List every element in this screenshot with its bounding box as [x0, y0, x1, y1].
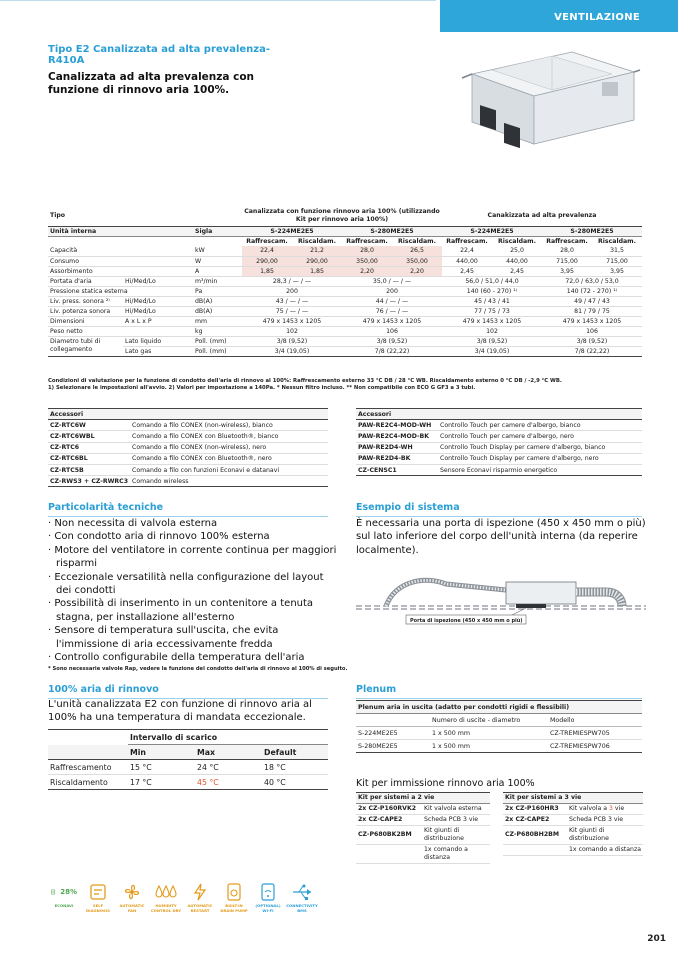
spec-value: 45 / 43 / 41	[442, 296, 542, 306]
mode-heating: Riscaldam.	[398, 237, 436, 245]
accessory-code: PAW-RE2C4-MOD-BK	[356, 431, 438, 442]
accessory-row	[48, 431, 328, 442]
accessory-desc: Controllo Touch Display per camere d'albergo, nero	[438, 453, 642, 464]
spec-value: 715,00	[592, 256, 642, 266]
spec-value: 22,4	[242, 246, 292, 256]
kit-2way-table	[356, 792, 490, 864]
range-max: 45 °C	[195, 775, 262, 790]
spec-value: 77 / 75 / 73	[442, 306, 542, 316]
kit-code: 2x CZ-P160RVK2	[356, 804, 422, 815]
kit-desc: Scheda PCB 3 vie	[567, 815, 643, 826]
spec-value: 440,00	[492, 256, 542, 266]
accessory-desc: Comando wireless	[130, 476, 328, 487]
plenum-model: CZ-TREMIESPW705	[548, 727, 642, 740]
kit-2way-title: Kit per sistemi a 2 vie	[356, 793, 490, 804]
plenum-col-model: Modello	[548, 714, 642, 727]
accessories-right-table	[356, 408, 642, 476]
spec-notes	[48, 378, 642, 392]
feature-item: · Controllo configurabile della temperatura dell'aria	[48, 651, 338, 664]
banner-rule	[0, 0, 436, 1]
icon-label: AUTOMATIC RESTART	[187, 903, 213, 913]
spec-value: 2,45	[492, 266, 542, 276]
spec-value: 102	[242, 326, 342, 336]
spec-tipo-label: Tipo	[48, 206, 242, 226]
econavi-percent: 28%	[60, 888, 77, 896]
feature-item: · Eccezionale versatilità nella configurazione del layout dei condotti	[48, 571, 338, 598]
feature-item: · Con condotto aria di rinnovo 100% esterna	[48, 530, 338, 543]
kit-title: Kit per immissione rinnovo aria 100%	[356, 778, 535, 789]
spec-value: 479 x 1453 x 1205	[442, 316, 542, 326]
mode-heating: Riscaldam.	[598, 237, 636, 245]
optional-wifi-icon-symbol	[255, 880, 281, 904]
pipes-liquid-value: 3/8 (9,52)	[242, 336, 342, 346]
spec-note: 1) Selezionare le impostazioni all'avvio. 2) Valori per impostazione a 140Pa. * Nessun filtro incluso. ** Non compatibile con ECO G GF3 a 3 tubi.	[48, 385, 476, 391]
feature-item: · Non necessita di valvola esterna	[48, 517, 338, 530]
spec-row-label: Liv. press. sonora ²⁾	[48, 296, 123, 306]
spec-row-unit: dB(A)	[193, 306, 242, 316]
range-max: 24 °C	[195, 760, 262, 775]
spec-value: 3,95	[542, 266, 592, 276]
pipes-gas-value: 3/4 (19,05)	[442, 346, 542, 356]
icon-label: HUMIDITY CONTROL DRY	[150, 903, 182, 913]
pipes-liquid-value: 3/8 (9,52)	[342, 336, 442, 346]
feature-item: · Motore del ventilatore in corrente continua per maggiori risparmi	[48, 544, 338, 571]
range-row-label: Riscaldamento	[48, 775, 128, 790]
plenum-unit: S-280ME2E5	[356, 740, 430, 753]
spec-group1: Canalizzata con funzione rinnovo aria 100% (utilizzando Kit per rinnovo aria 100%)	[242, 206, 442, 226]
spec-value: 102	[442, 326, 542, 336]
spec-table	[48, 206, 642, 357]
kit-code: 2x CZ-CAPE2	[503, 815, 567, 826]
plenum-title: Plenum	[356, 684, 642, 699]
accessory-row	[356, 420, 642, 431]
mode-heating: Riscaldam.	[298, 237, 336, 245]
spec-value: 106	[542, 326, 642, 336]
spec-value: 2,45	[442, 266, 492, 276]
icon-label: SELF DIAGNOSIS	[86, 903, 110, 913]
spec-row-sub: Hi/Med/Lo	[123, 276, 193, 286]
drain-pump-icon	[218, 880, 250, 916]
spec-value: 440,00	[442, 256, 492, 266]
accessory-code: PAW-RE2C4-MOD-WH	[356, 420, 438, 431]
spec-row-unit: W	[193, 256, 242, 266]
spec-value: 106	[342, 326, 442, 336]
accessory-code: CZ-RTC6W	[48, 420, 130, 431]
kit-3way-title: Kit per sistemi a 3 vie	[503, 793, 643, 804]
kit-code: 2x CZ-CAPE2	[356, 815, 422, 826]
accessory-row	[356, 442, 642, 453]
section-tab: VENTILAZIONE	[440, 0, 678, 32]
accessory-code: CZ-RTC5B	[48, 464, 130, 475]
spec-note: Condizioni di valutazione per la funzione di condotto dell'aria di rinnovo al 100%: Raffrescamento esterno 33 °C DB / 28 °C WB. Riscaldamento esterno 0 °C DB / -2,9 °C WB.	[48, 378, 562, 384]
spec-row-unit: mm	[193, 316, 242, 326]
mode-cooling: Raffrescam.	[346, 237, 388, 245]
feature-item: · Possibilità di inserimento in un contenitore a tenuta stagna, per installazione all'esterno	[48, 597, 338, 624]
spec-row-label: Assorbimento	[48, 266, 123, 276]
humidity-icon-symbol	[153, 880, 179, 904]
spec-value: 350,00	[392, 256, 442, 266]
spec-row	[48, 246, 642, 256]
page-number: 201	[647, 934, 666, 944]
spec-value: 56,0 / 51,0 / 44,0	[442, 276, 542, 286]
range-default: 18 °C	[262, 760, 328, 775]
kit-code	[356, 845, 422, 864]
spec-row-sub: A x L x P	[123, 316, 193, 326]
col-min: Min	[128, 745, 195, 760]
accessory-row	[356, 453, 642, 464]
icon-label: AUTOMATIC FAN	[119, 903, 145, 913]
spec-model: S-280ME2E5	[342, 226, 442, 236]
spec-value: 715,00	[542, 256, 592, 266]
kit-desc: 1x comando a distanza	[422, 845, 490, 864]
pipes-liquid-sub: Lato liquido	[123, 336, 193, 346]
spec-value: 140 (72 - 270) ¹⁾	[542, 286, 642, 296]
accessory-desc: Comando a filo CONEX con Bluetooth®, bianco	[130, 431, 328, 442]
kit-desc: Scheda PCB 3 vie	[422, 815, 490, 826]
spec-row	[48, 296, 642, 306]
features-title: Particolarità tecniche	[48, 502, 328, 517]
plenum-outlets: 1 x 500 mm	[430, 740, 548, 753]
spec-row-sub: Hi/Med/Lo	[123, 306, 193, 316]
accessory-row	[48, 464, 328, 475]
pipes-gas-unit: Poll. (mm)	[193, 346, 242, 356]
col-default: Default	[262, 745, 328, 760]
accessories-title: Accessori	[48, 409, 328, 420]
pipes-liquid-value: 3/8 (9,52)	[442, 336, 542, 346]
spec-value: 22,4	[442, 246, 492, 256]
spec-value: 25,0	[492, 246, 542, 256]
accessory-desc: Comando a filo con funzioni Econavi e datanavi	[130, 464, 328, 475]
spec-row-sub	[123, 256, 193, 266]
accessory-code: PAW-RE2D4-BK	[356, 453, 438, 464]
plenum-col-outlets: Numero di uscite - diametro	[430, 714, 548, 727]
spec-value: 75 / — / —	[242, 306, 342, 316]
top-banner	[0, 0, 678, 32]
restart-icon	[184, 880, 216, 916]
spec-value: 76 / — / —	[342, 306, 442, 316]
pipes-gas-value: 3/4 (19,05)	[242, 346, 342, 356]
spec-value: 3,95	[592, 266, 642, 276]
spec-row	[48, 286, 642, 296]
icon-label: ECONAVI	[54, 903, 74, 908]
spec-row-label: Capacità	[48, 246, 123, 256]
spec-row-label: Consumo	[48, 256, 123, 266]
self-diagnosis-icon-symbol	[85, 880, 111, 904]
spec-unit-label: Unità interna	[48, 226, 193, 236]
spec-group2: Canakizzata ad alta prevalenza	[442, 206, 642, 226]
accessory-code: CZ-RTC6BL	[48, 453, 130, 464]
spec-value: 200	[342, 286, 442, 296]
accessory-row	[48, 442, 328, 453]
bms-icon-symbol	[289, 880, 315, 904]
spec-value: 28,3 / — / —	[242, 276, 342, 286]
product-header	[48, 44, 308, 97]
pipes-gas-value: 7/8 (22,22)	[542, 346, 642, 356]
feature-item: · Sensore di temperatura sull'uscita, che evita l'immissione di aria eccessivamente fredda	[48, 624, 338, 651]
accessory-code: CZ-RTC6WBL	[48, 431, 130, 442]
spec-value: 21,2	[292, 246, 342, 256]
humidity-icon	[150, 880, 182, 916]
spec-value: 479 x 1453 x 1205	[242, 316, 342, 326]
kit-desc: Kit valvola esterna	[422, 804, 490, 815]
kit-desc: Kit giunti di distribuzione	[567, 826, 643, 845]
spec-value: 479 x 1453 x 1205	[542, 316, 642, 326]
kit-code: CZ-P680BH2BM	[503, 826, 567, 845]
spec-row-unit: dB(A)	[193, 296, 242, 306]
product-subtitle: Canalizzata ad alta prevalenza con funzione di rinnovo aria 100%.	[48, 71, 255, 96]
accessories-title: Accessori	[356, 409, 642, 420]
spec-sigla-label: Sigla	[193, 226, 242, 236]
econavi-icon	[48, 880, 80, 916]
spec-row-unit: kW	[193, 246, 242, 256]
fan-icon	[116, 880, 148, 916]
plenum-unit: S-224ME2E5	[356, 727, 430, 740]
esempio-title: Esempio di sistema	[356, 502, 642, 517]
spec-value: 290,00	[292, 256, 342, 266]
spec-row	[48, 256, 642, 266]
range-row-label: Raffrescamento	[48, 760, 128, 775]
accessory-row	[356, 464, 642, 475]
spec-row-label: Dimensioni	[48, 316, 123, 326]
kit-desc: 1x comando a distanza	[567, 845, 643, 856]
pipes-liquid-unit: Poll. (mm)	[193, 336, 242, 346]
accessory-row	[48, 476, 328, 487]
plenum-model: CZ-TREMIESPW706	[548, 740, 642, 753]
mode-cooling: Raffrescam.	[546, 237, 588, 245]
restart-icon-symbol	[187, 880, 213, 904]
diagram-label: Porta di ispezione (450 x 450 mm o più)	[410, 618, 523, 624]
fan-icon-symbol	[119, 880, 145, 904]
accessory-code: CZ-CENSC1	[356, 464, 438, 475]
icon-label: BUILT-IN DRAIN PUMP	[220, 903, 248, 913]
product-type: Tipo E2 Canalizzata ad alta prevalenza- R410A	[48, 44, 270, 66]
kit-desc: Kit giunti di distribuzione	[422, 826, 490, 845]
spec-row-label: Liv. potenza sonora	[48, 306, 123, 316]
spec-row-sub: Hi/Med/Lo	[123, 296, 193, 306]
spec-value: 28,0	[342, 246, 392, 256]
spec-value: 49 / 47 / 43	[542, 296, 642, 306]
spec-value: 1,85	[292, 266, 342, 276]
spec-value: 26,5	[392, 246, 442, 256]
kit-code: 2x CZ-P160HR3	[503, 804, 567, 815]
accessories-left-table	[48, 408, 328, 487]
range-default: 40 °C	[262, 775, 328, 790]
accessory-code: PAW-RE2D4-WH	[356, 442, 438, 453]
spec-row	[48, 326, 642, 336]
spec-row-label: Portata d'aria	[48, 276, 123, 286]
spec-value: 350,00	[342, 256, 392, 266]
plenum-table	[356, 700, 642, 753]
self-diagnosis-icon	[82, 880, 114, 916]
accessory-desc: Sensore Econavi risparmio energetico	[438, 464, 642, 475]
mode-cooling: Raffrescam.	[246, 237, 288, 245]
kit-3way-table	[503, 792, 643, 856]
accessory-code: CZ-RWS3 + CZ-RWRC3	[48, 476, 130, 487]
plenum-table-title: Plenum aria in uscita (adatto per condotti rigidi e flessibili)	[356, 701, 642, 714]
spec-model: S-280ME2E5	[542, 226, 642, 236]
spec-row	[48, 276, 642, 286]
spec-value: 44 / — / —	[342, 296, 442, 306]
icon-label: (OPTIONAL) WI-FI	[255, 903, 281, 913]
accessory-row	[356, 431, 642, 442]
range-min: 15 °C	[128, 760, 195, 775]
spec-value: 2,20	[342, 266, 392, 276]
spec-row-sub	[123, 266, 193, 276]
spec-row-label: Pressione statica esterna	[48, 286, 193, 296]
spec-row-unit: A	[193, 266, 242, 276]
spec-value: 28,0	[542, 246, 592, 256]
spec-row-unit: m³/min	[193, 276, 242, 286]
range-title: Intervallo di scarico	[128, 730, 328, 745]
pipes-gas-value: 7/8 (22,22)	[342, 346, 442, 356]
spec-value: 72,0 / 63,0 / 53,0	[542, 276, 642, 286]
bms-icon	[286, 880, 318, 916]
spec-value: 43 / — / —	[242, 296, 342, 306]
spec-value: 31,5	[592, 246, 642, 256]
pipes-label: Diametro tubi di collegamento	[48, 336, 123, 356]
features-list	[48, 517, 338, 664]
spec-value: 290,00	[242, 256, 292, 266]
spec-model: S-224ME2E5	[242, 226, 342, 236]
accessory-desc: Controllo Touch Display per camere d'albergo, bianco	[438, 442, 642, 453]
kit-code	[503, 845, 567, 856]
accessory-code: CZ-RTC6	[48, 442, 130, 453]
spec-value: 1,85	[242, 266, 292, 276]
accessory-desc: Controllo Touch per camere d'albergo, bianco	[438, 420, 642, 431]
spec-model: S-224ME2E5	[442, 226, 542, 236]
accessory-desc: Comando a filo CONEX con Bluetooth®, nero	[130, 453, 328, 464]
icon-label: CONNECTIVITY BMS	[286, 903, 318, 913]
spec-row-unit: Pa	[193, 286, 242, 296]
mode-cooling: Raffrescam.	[446, 237, 488, 245]
pipes-liquid-value: 3/8 (9,52)	[542, 336, 642, 346]
rinnovo-title: 100% aria di rinnovo	[48, 684, 328, 699]
spec-value: 200	[242, 286, 342, 296]
spec-row-label: Peso netto	[48, 326, 193, 336]
econavi-icon-symbol	[51, 880, 77, 904]
rinnovo-text: L'unità canalizzata E2 con funzione di rinnovo aria al 100% ha una temperatura di mandata eccezionale.	[48, 699, 312, 724]
scarico-table	[48, 729, 328, 790]
spec-value: 479 x 1453 x 1205	[342, 316, 442, 326]
spec-value: 2,20	[392, 266, 442, 276]
col-max: Max	[195, 745, 262, 760]
esempio-text: È necessaria una porta di ispezione (450 x 450 mm o più) sul lato inferiore del corpo dell'unità interna (da reperire localmente).	[356, 518, 646, 556]
mode-heating: Riscaldam.	[498, 237, 536, 245]
drain-pump-icon-symbol	[221, 880, 247, 904]
kit-code: CZ-P680BK2BM	[356, 826, 422, 845]
range-min: 17 °C	[128, 775, 195, 790]
features-footnote: * Sono necessarie valvole Rap, vedere la funzione del condotto dell'aria di rinnovo al 100% di seguito.	[48, 666, 348, 672]
spec-row-sub	[123, 246, 193, 256]
spec-value: 140 (60 - 270) ¹⁾	[442, 286, 542, 296]
product-image	[452, 44, 642, 149]
spec-row	[48, 316, 642, 326]
accessory-row	[48, 453, 328, 464]
spec-row	[48, 266, 642, 276]
plenum-outlets: 1 x 500 mm	[430, 727, 548, 740]
accessory-row	[48, 420, 328, 431]
optional-wifi-icon	[252, 880, 284, 916]
accessory-desc: Comando a filo CONEX (non-wireless), bianco	[130, 420, 328, 431]
kit-desc: Kit valvola a 3 vie	[567, 804, 643, 815]
feature-icons	[48, 880, 318, 916]
accessory-desc: Controllo Touch per camere d'albergo, nero	[438, 431, 642, 442]
accessory-desc: Comando a filo CONEX (non-wireless), nero	[130, 442, 328, 453]
spec-value: 35,0 / — / —	[342, 276, 442, 286]
spec-row-unit: kg	[193, 326, 242, 336]
pipes-gas-sub: Lato gas	[123, 346, 193, 356]
spec-row	[48, 306, 642, 316]
system-diagram	[356, 562, 646, 632]
spec-value: 81 / 79 / 75	[542, 306, 642, 316]
